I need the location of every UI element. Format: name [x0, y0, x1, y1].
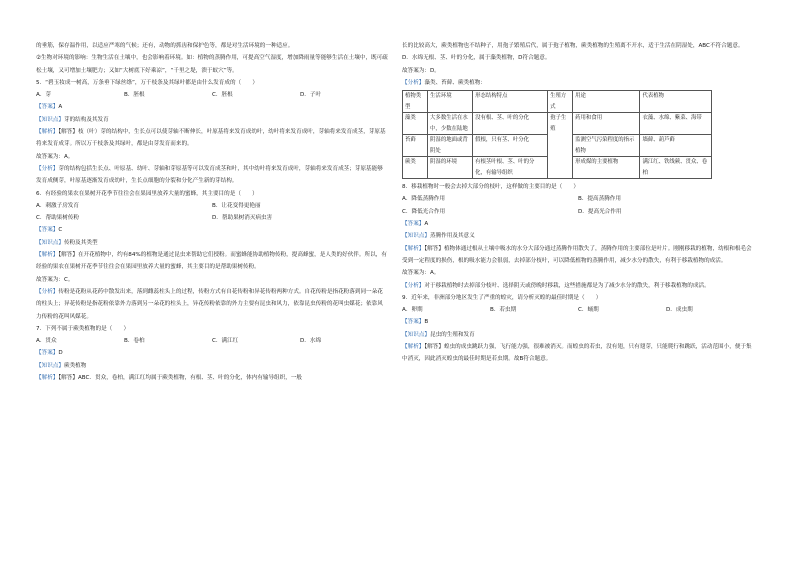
answer-option: B．卷柏: [124, 338, 145, 345]
labeled-paragraph: [402, 280, 754, 292]
paragraph: 故答案为：D。: [402, 67, 440, 74]
table-cell: 监测空气污染程度的指示植物: [573, 135, 640, 157]
answer-option: C．降低光合作用: [402, 208, 446, 215]
labeled-paragraph: [36, 114, 388, 126]
table-cell: 衣藻、水绵、紫菜、海带: [640, 113, 712, 135]
table-cell: 阴湿的环境: [428, 157, 473, 179]
section-text: 对于移栽植物时去掉部分枝叶、选择阴天或傍晚时移栽，这些措施都是为了减少水分的散失，利于移栽植物的成活。: [424, 282, 710, 289]
table-cell: 形成煤的主要植物: [573, 157, 640, 179]
table-cell: 没有根、茎、叶的分化: [473, 113, 548, 135]
section-text: D: [58, 350, 63, 357]
answer-option: D．水绵: [300, 338, 322, 345]
answer-options: [402, 206, 754, 218]
answer-option: C．胚根: [212, 92, 233, 99]
table-cell: 墙藓、葫芦藓: [640, 135, 712, 157]
section-text: 【解答】ABC．贯众，卷柏，满江红均属于蕨类植物，有根、茎、叶的分化，体内有输导组织，一般: [58, 375, 303, 382]
table-cell: 苔藓: [403, 135, 428, 157]
paragraph: 长的比较高大，蕨类植物也不结种子，用孢子繁殖后代，属于孢子植物，蕨类植物的生殖离不开水，适于生活在阴湿处，ABC不符合题意。: [402, 43, 744, 49]
labeled-paragraph: [402, 218, 754, 230]
section-tag: 【分析】: [402, 79, 425, 86]
section-text: 昆虫的生殖和发育: [429, 331, 475, 338]
section-tag: 【答案】: [36, 350, 59, 357]
section-tag: 【知识点】: [36, 362, 64, 369]
section-text: 传粉及其类型: [63, 239, 98, 246]
section-text: 【解答】枝（叶）芽的结构中，生长点可以使芽轴不断伸长，叶原基将来发育成幼叶，幼叶将来发育成叶，芽轴将来发育成茎，芽原基将来发育成芽。所以万千枝条及其绿叶，都是由芽发育而来的。: [36, 129, 386, 148]
table-cell: 假根，只有茎、叶分化: [473, 135, 548, 157]
table-cell: 满江红、铁线蕨、贯众、卷柏: [640, 157, 712, 179]
answer-options: [36, 335, 388, 347]
section-text: 【解答】在开花植物中，约有84%的植物是通过昆虫来帮助它们授粉。而蜜蜂能协助植物传粉，提高蜂蜜，是人类的好伙伴。所以，有经验的果农在果树开花季节往往会在果园里放养大量的蜜蜂，其主要目的是帮助果树传粉。: [36, 252, 387, 271]
table-header-cell: 植物类型: [403, 91, 428, 113]
section-tag: 【知识点】: [402, 233, 430, 240]
table-cell: 藻类: [403, 113, 428, 135]
answer-options: [402, 304, 754, 316]
labeled-paragraph: [402, 329, 754, 341]
left-column: [36, 40, 388, 384]
paragraph: 故答案为：C。: [36, 276, 74, 283]
table-header-cell: 形态结构特点: [473, 91, 548, 113]
section-tag: 【分析】: [36, 165, 59, 172]
table-cell: 有根茎叶根、茎、叶的分化，有输导组织: [473, 157, 548, 179]
labeled-paragraph: [36, 237, 388, 249]
table-row: [403, 113, 712, 135]
table-header-cell: 用途: [573, 91, 640, 113]
answer-option: A．降低蒸腾作用: [402, 196, 445, 203]
paragraph: 9．近年来，非洲部分地区发生了严重的蝗灾，请分析灭蝗的最佳时期是（ ）: [402, 294, 602, 301]
plant-comparison-table: [402, 90, 712, 179]
section-text: 芽的结构包括生长点、叶原基、幼叶、芽轴和芽原基等可以发育成茎和叶，其中幼叶将来发育成叶，芽轴将来发育成茎；芽原基能够发育成侧芽，叶原基逐渐发育成幼叶，生长点细胞的分裂和分化产生新的芽结构。: [36, 165, 383, 185]
answer-option: B．若虫期: [490, 307, 517, 314]
section-tag: 【解析】: [36, 252, 59, 259]
labeled-paragraph: [36, 163, 388, 188]
answer-options: [36, 200, 388, 212]
table-header-cell: 生殖方式: [548, 91, 573, 113]
labeled-paragraph: [402, 77, 754, 89]
table-header-cell: 代表植物: [640, 91, 712, 113]
table-cell: 蕨类: [403, 157, 428, 179]
labeled-paragraph: [36, 101, 388, 113]
section-text: 芽的结构及其发育: [63, 116, 109, 123]
section-text: 蕨类植物: [63, 362, 87, 369]
answer-option: C．蛹期: [578, 307, 599, 314]
table-cell: 药用和食用: [573, 113, 640, 135]
table-header-row: [403, 91, 712, 113]
labeled-paragraph: [36, 286, 388, 323]
table-cell: 大多数生活在水中，少数在陆地: [428, 113, 473, 135]
labeled-paragraph: [36, 347, 388, 359]
answer-options: [36, 212, 388, 224]
section-tag: 【答案】: [402, 221, 425, 228]
labeled-paragraph: [402, 316, 754, 328]
section-tag: 【答案】: [36, 227, 59, 234]
section-tag: 【解析】: [402, 245, 425, 252]
section-text: 传粉是花粉从花药中散发出来，落到雌蕊柱头上的过程，传粉方式有自花传粉和异花传粉两种方式。自花传粉是指花粉落到同一朵花的柱头上；异花传粉是指花粉依靠外力落到另一朵花的柱头上，异花传粉依靠的外力主要有昆虫和风力，依靠昆虫传粉的花叫虫媒花；依靠风力传粉的花叫风媒花。: [36, 288, 383, 320]
table-cell: 阴湿的地面或背阴处: [428, 135, 473, 157]
answer-option: D．提高光合作用: [578, 208, 622, 215]
section-text: B: [424, 319, 429, 326]
answer-option: A．卵期: [402, 307, 423, 314]
table-cell: 孢子生殖: [548, 113, 573, 179]
section-tag: 【答案】: [402, 319, 425, 326]
answer-option: D．成虫期: [666, 307, 693, 314]
answer-option: D．子叶: [300, 92, 322, 99]
right-column: [402, 40, 754, 366]
labeled-paragraph: [36, 372, 388, 384]
paragraph: 故答案为：A。: [36, 153, 74, 160]
paragraph: 8．移栽植物时一般会去掉大部分的枝叶，这样做的主要目的是（ ）: [402, 184, 579, 191]
section-tag: 【知识点】: [402, 331, 430, 338]
section-text: A: [424, 221, 429, 228]
section-text: A: [58, 104, 63, 111]
labeled-paragraph: [402, 230, 754, 242]
section-text: 【解答】蝗虫的成虫跳跃力强，飞行能力强，很难被消灭。而蝗虫的若虫，没有翅，只有翅芽，只能爬行和跳跃，活动范围小，便于集中消灭，因此消灭蝗虫的最佳时期是若虫期。故B符合题意。: [402, 344, 752, 363]
answer-option: C．帮助果树传粉: [36, 215, 80, 222]
labeled-paragraph: [36, 360, 388, 372]
answer-option: B．胚根: [124, 92, 145, 99]
answer-options: [402, 193, 754, 205]
labeled-paragraph: [36, 126, 388, 151]
paragraph: ②生物对环境的影响：生物生活在土壤中，也会影响着环境。如：植物的蒸腾作用，可提高空气湿度，增加降雨量等能够生活在土壤中，既可疏松土壤，又可增加土壤肥力；又如“大树底下好乘凉”，“千里之堤，溃于蚁穴”等。: [36, 55, 388, 74]
section-text: 藻类、苔藓、蕨类植物：: [424, 79, 486, 86]
answer-options: [36, 89, 388, 101]
paragraph: 的垂筋，保存温作用，以适应严寒的气候；还有，动物的抓齿和保护色等，都是对生活环境的一种适应。: [36, 43, 294, 49]
answer-option: A．刺激子房发育: [36, 202, 79, 209]
section-tag: 【知识点】: [36, 239, 64, 246]
answer-option: A．贯众: [36, 338, 57, 345]
paragraph: 故答案为：A。: [402, 270, 440, 277]
answer-option: C．满江红: [212, 338, 239, 345]
section-tag: 【解析】: [402, 344, 425, 351]
section-tag: 【答案】: [36, 104, 59, 111]
answer-option: D．帮助果树消灭病虫害: [212, 215, 273, 222]
section-text: C: [58, 227, 63, 234]
paragraph: 6．有经验的果农在果树开花季节往往会在果园里放养大量的蜜蜂，其主要目的是（ ）: [36, 190, 258, 197]
paragraph: 5．“碧玉妆成一树高，万条垂下绿丝绦”，万千枝条及其绿叶都是由什么发育成的（ ）: [36, 79, 258, 86]
table-header-cell: 生活环境: [428, 91, 473, 113]
labeled-paragraph: [402, 341, 754, 366]
paragraph: D．水绵无根、茎、叶的分化，属于藻类植物，D符合题意。: [402, 55, 551, 62]
paragraph: 7．下列不属于蕨类植物的是（ ）: [36, 325, 130, 332]
section-tag: 【分析】: [402, 282, 425, 289]
labeled-paragraph: [36, 224, 388, 236]
answer-option: B．提高蒸腾作用: [578, 196, 621, 203]
answer-option: B．让花变得更艳丽: [212, 202, 261, 209]
labeled-paragraph: [402, 243, 754, 268]
section-text: 【解答】植物体通过根从土壤中吸水的水分大部分通过蒸腾作用散失了，蒸腾作用的主要部位是叶片。刚刚移栽的植物，幼根和根毛会受到一定程度的损伤，根的吸水能力会很弱，去掉部分枝叶，可以降低植物的蒸腾作用，减少水分的散失，有利于移栽植物的成活。: [402, 245, 752, 264]
section-tag: 【分析】: [36, 288, 59, 295]
section-tag: 【解析】: [36, 129, 59, 136]
section-text: 蒸腾作用及其意义: [429, 233, 475, 240]
answer-option: A．芽: [36, 92, 52, 99]
section-tag: 【知识点】: [36, 116, 64, 123]
labeled-paragraph: [36, 249, 388, 274]
section-tag: 【解析】: [36, 375, 59, 382]
